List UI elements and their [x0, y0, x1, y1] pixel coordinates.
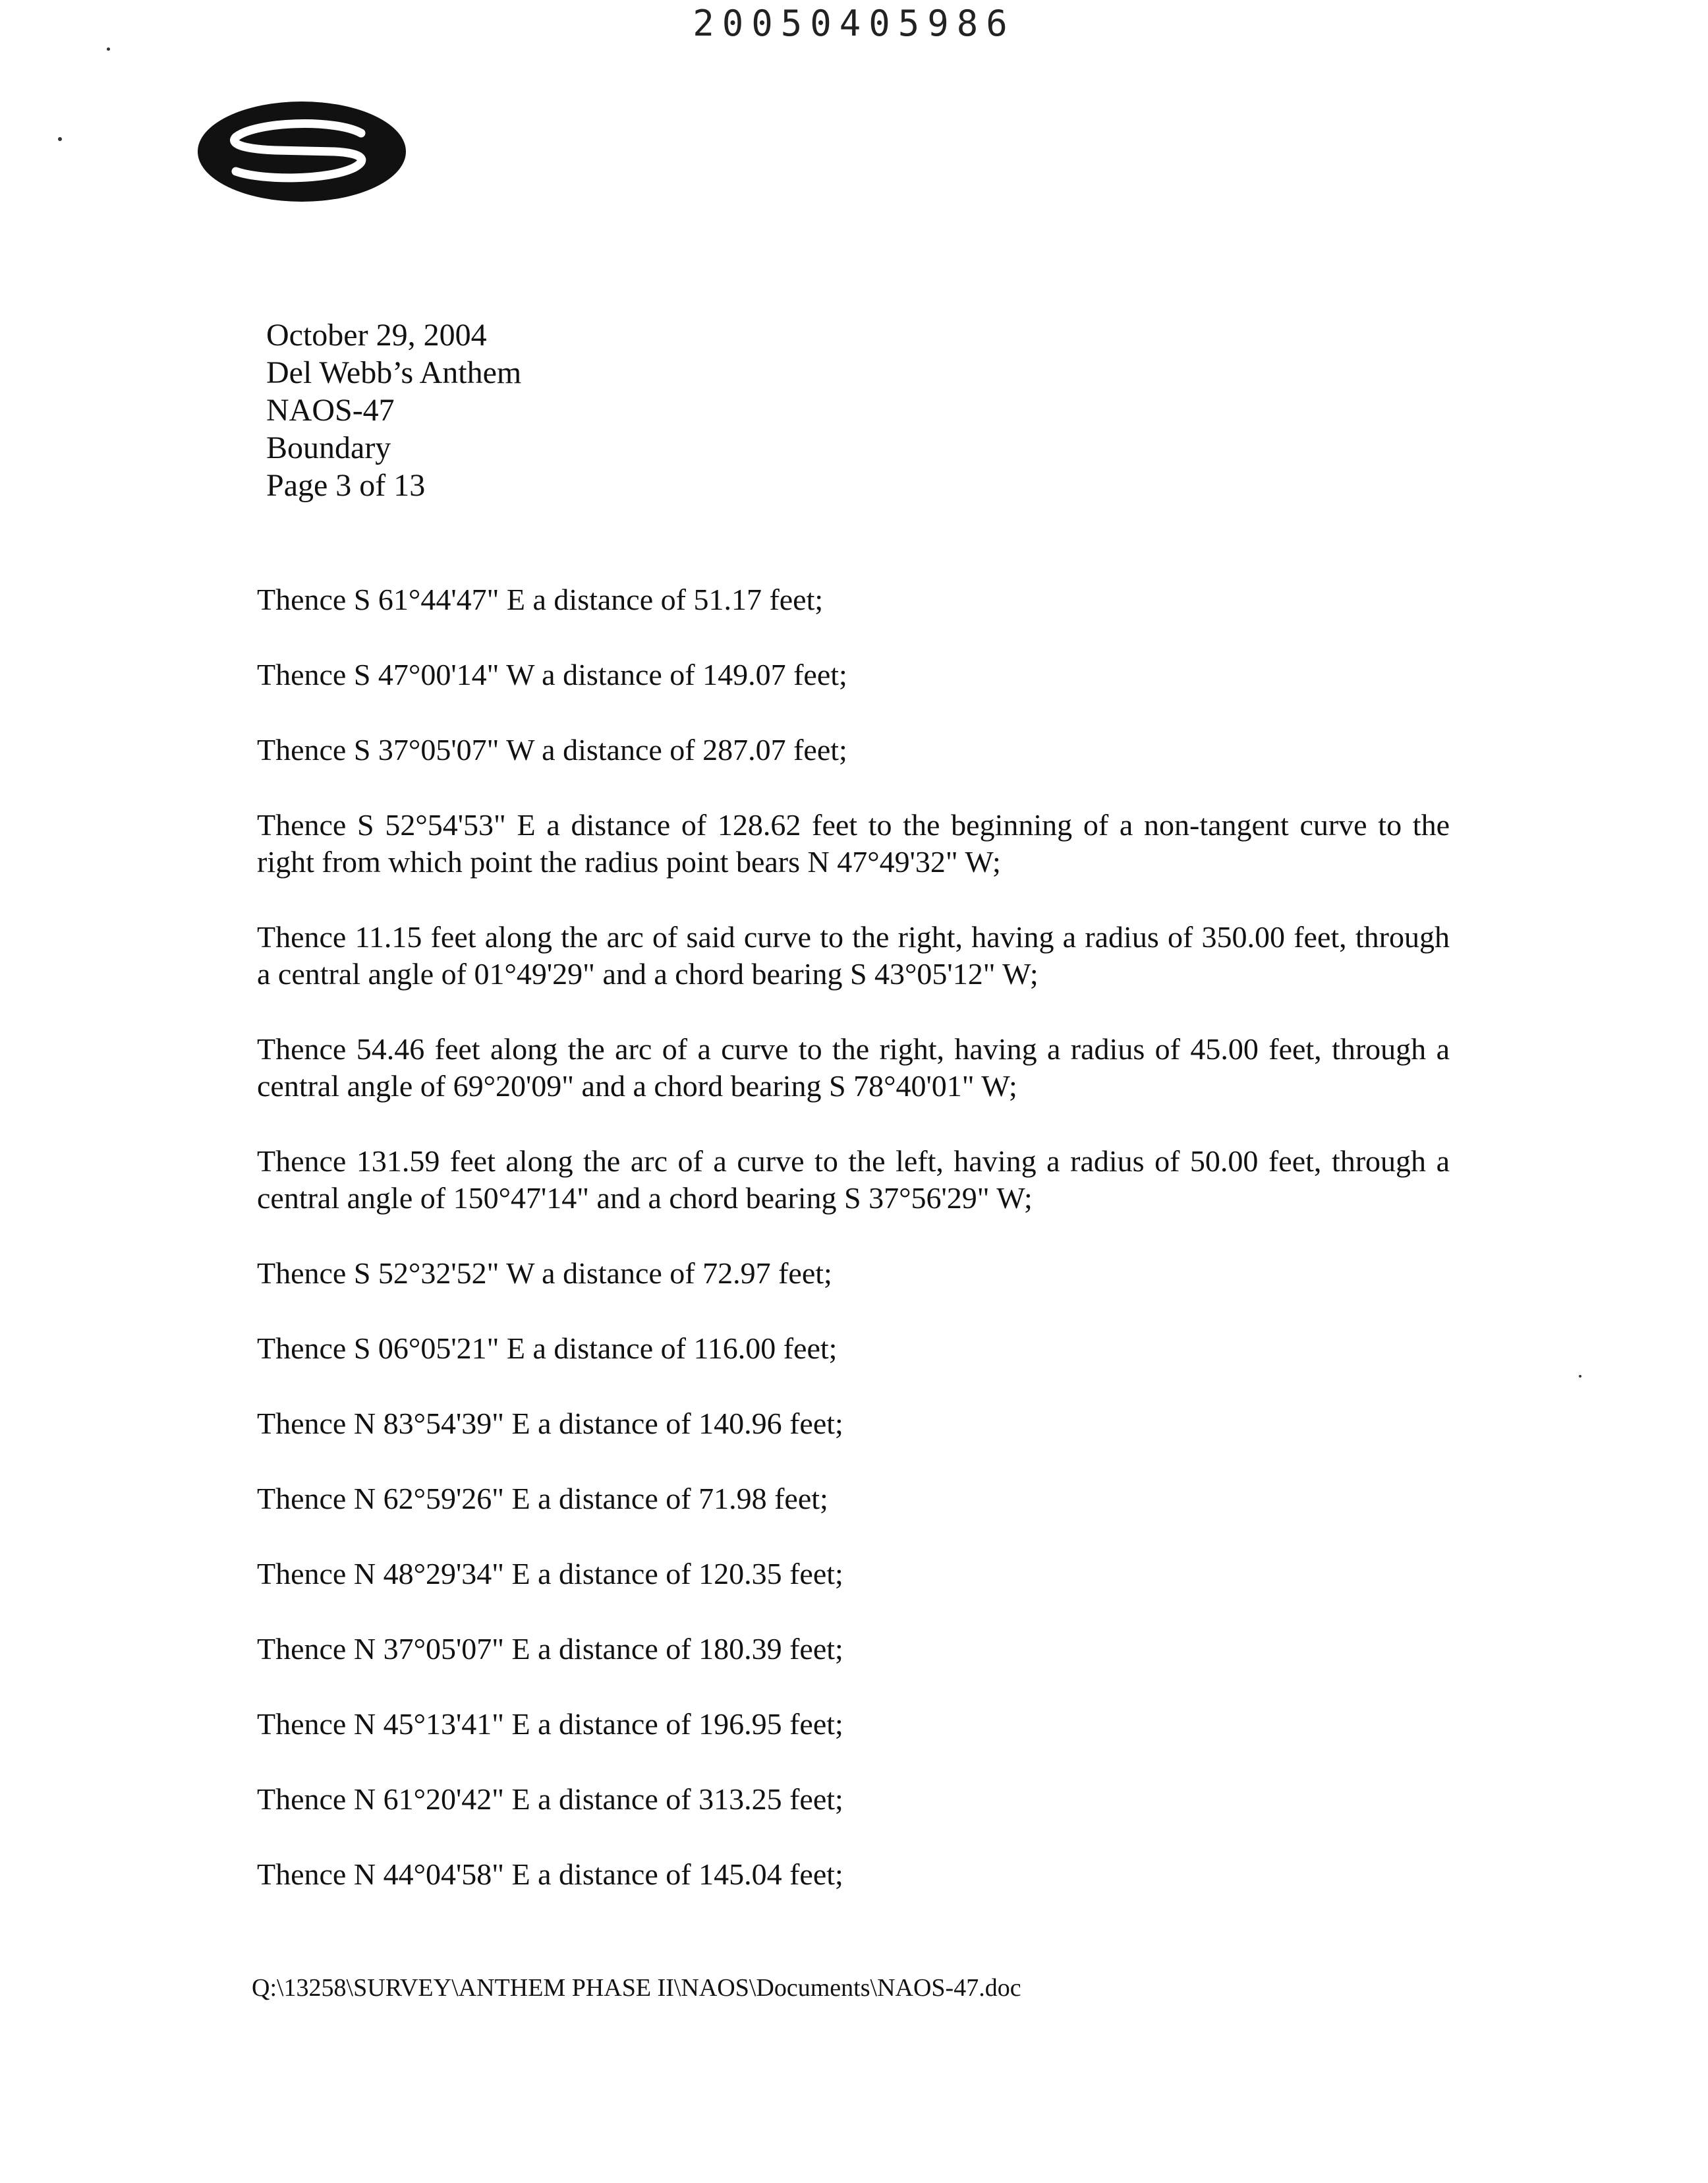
header-page-number: Page 3 of 13: [266, 468, 426, 503]
header-parcel: NAOS-47: [266, 393, 395, 428]
course-paragraph: Thence N 37°05'07" E a distance of 180.39 feet;: [257, 1632, 843, 1666]
curve-paragraph: Thence 11.15 feet along the arc of said curve to the right, having a radius of 350.00 feet, through a central angle of 01°49'29" and a chord bearing S 43°05'12" W;: [257, 920, 1450, 991]
scan-speck: [58, 137, 62, 141]
course-paragraph: Thence S 06°05'21" E a distance of 116.00 feet;: [257, 1331, 838, 1365]
course-paragraph: Thence N 61°20'42" E a distance of 313.25 feet;: [257, 1782, 843, 1816]
curve-paragraph: Thence 131.59 feet along the arc of a curve to the left, having a radius of 50.00 feet, through a central angle of 150°47'14" and a chord bearing S 37°56'29" W;: [257, 1144, 1450, 1215]
curve-paragraph: Thence 54.46 feet along the arc of a curve to the right, having a radius of 45.00 feet, through a central angle of 69°20'09" and a chord bearing S 78°40'01" W;: [257, 1032, 1450, 1103]
course-paragraph: Thence N 62°59'26" E a distance of 71.98 feet;: [257, 1482, 828, 1515]
course-paragraph: Thence S 52°32'52" W a distance of 72.97 feet;: [257, 1256, 832, 1290]
scan-speck: [1579, 1375, 1581, 1378]
course-paragraph: Thence N 83°54'39" E a distance of 140.96 feet;: [257, 1407, 843, 1440]
footer-file-path: Q:\13258\SURVEY\ANTHEM PHASE II\NAOS\Documents\NAOS-47.doc: [252, 1974, 1021, 2002]
legal-description-body: [257, 581, 1450, 1931]
course-paragraph: Thence S 52°54'53" E a distance of 128.62 feet to the beginning of a non-tangent curve to the right from which point the radius point bears N 47°49'32" W;: [257, 808, 1450, 879]
scan-speck: [107, 47, 110, 51]
document-header: [266, 316, 521, 504]
header-project: Del Webb’s Anthem: [266, 355, 522, 390]
course-paragraph: Thence N 44°04'58" E a distance of 145.04 feet;: [257, 1857, 843, 1891]
registered-trademark-mark: ®: [369, 170, 380, 187]
course-paragraph: Thence N 48°29'34" E a distance of 120.35 feet;: [257, 1557, 843, 1590]
course-paragraph: Thence S 61°44'47" E a distance of 51.17 feet;: [257, 583, 824, 616]
document-id: 20050405986: [693, 3, 1015, 44]
header-description: Boundary: [266, 430, 391, 465]
header-date: October 29, 2004: [266, 318, 487, 353]
stylized-s-logo-icon: [196, 99, 407, 204]
course-paragraph: Thence N 45°13'41" E a distance of 196.95 feet;: [257, 1707, 843, 1741]
course-paragraph: Thence S 47°00'14" W a distance of 149.07 feet;: [257, 658, 847, 691]
course-paragraph: Thence S 37°05'07" W a distance of 287.07 feet;: [257, 733, 847, 767]
